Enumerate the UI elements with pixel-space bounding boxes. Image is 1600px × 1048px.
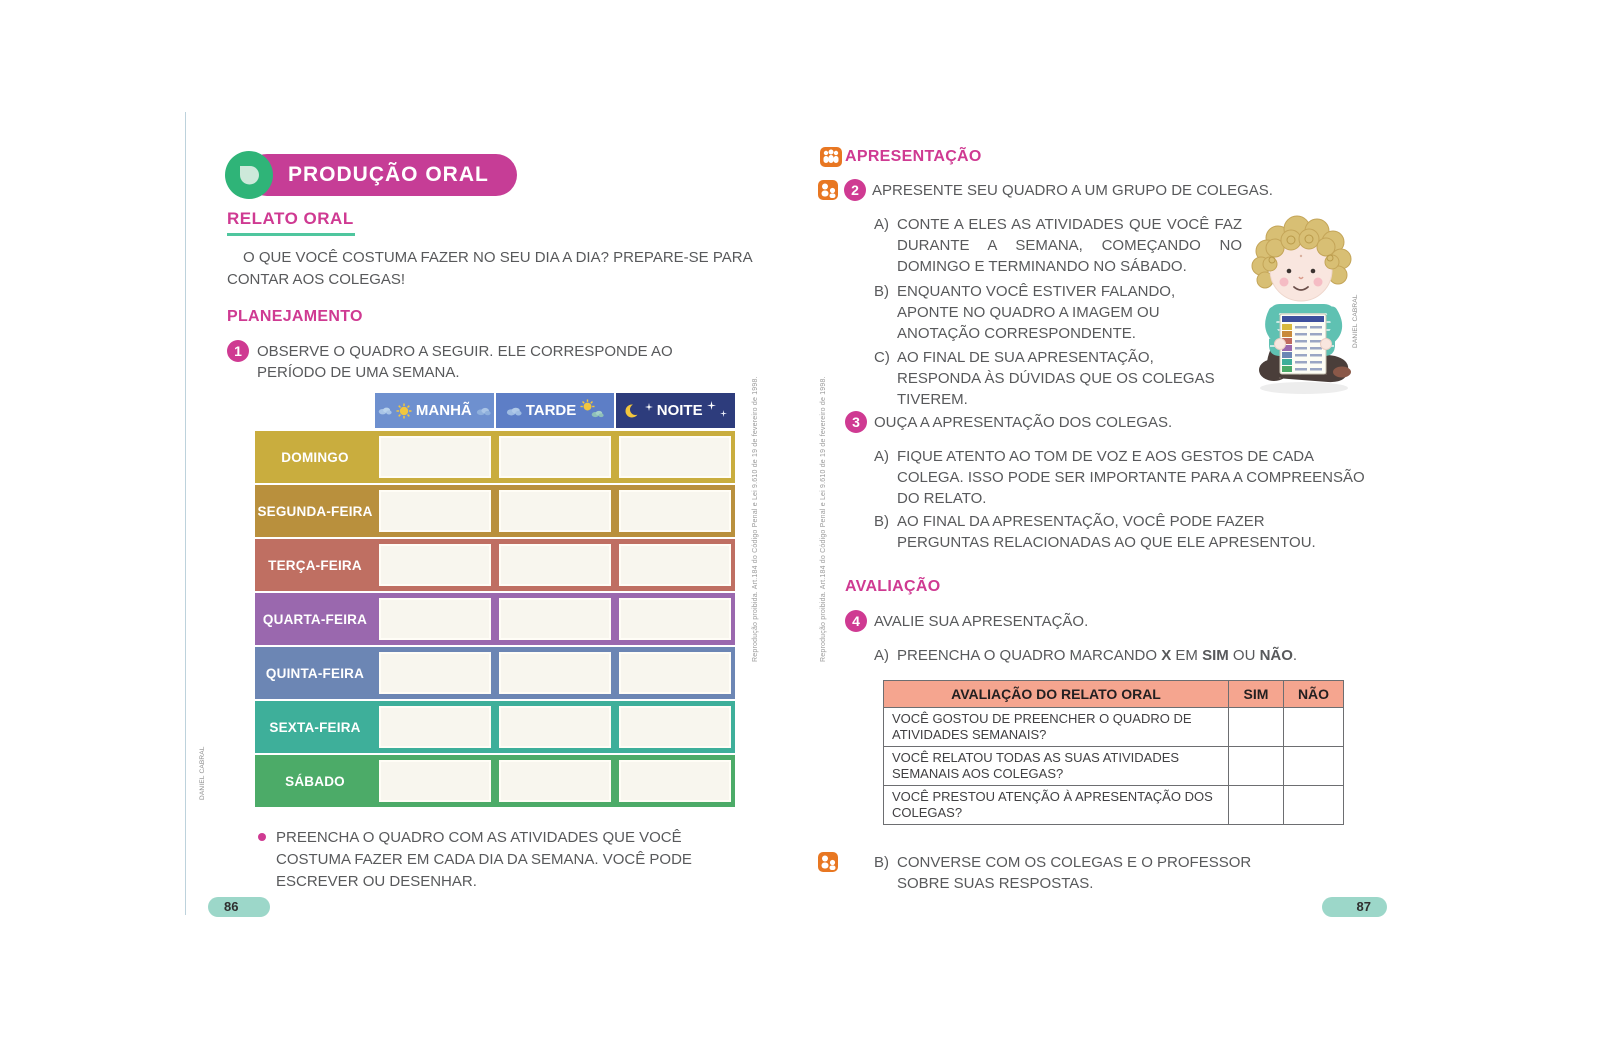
eval-header-question: AVALIAÇÃO DO RELATO ORAL (884, 681, 1229, 708)
eval-question: VOCÊ GOSTOU DE PREENCHER O QUADRO DE ATIVIDADES SEMANAIS? (884, 708, 1229, 747)
period-header-manha (375, 393, 496, 428)
sim-cell (1229, 708, 1284, 747)
item-2b-label: B) (874, 283, 889, 300)
title-underline (227, 233, 355, 236)
bullet-text: PREENCHA O QUADRO COM AS ATIVIDADES QUE VOCÊ COSTUMA FAZER EM CADA DIA DA SEMANA. VOCÊ PODE ESCREVER OU DESENHAR. (276, 829, 692, 890)
item-2c-label: C) (874, 349, 890, 366)
item-4a-bold-x: X (1161, 647, 1172, 664)
activity-cell (499, 544, 611, 586)
item-4 (845, 610, 1088, 632)
item-b-bottom (874, 852, 1282, 894)
eval-row (884, 747, 1344, 786)
activity-cell (379, 490, 491, 532)
item-4-text: AVALIE SUA APRESENTAÇÃO. (874, 613, 1089, 630)
activity-cell (379, 706, 491, 748)
eval-row (884, 708, 1344, 747)
week-row-domingo (255, 431, 735, 483)
pair-work-icon (818, 852, 838, 872)
item-1-number: 1 (227, 340, 249, 362)
period-header-tarde (496, 393, 617, 428)
period-label: TARDE (525, 402, 577, 419)
legal-side-note: Reprodução proibida. Art.184 do Código Penal e Lei 9.610 de 19 de fevereiro de 1998. (820, 376, 827, 662)
activity-cell (499, 652, 611, 694)
activity-cell (619, 760, 731, 802)
item-2 (818, 179, 1273, 201)
planning-heading: PLANEJAMENTO (227, 308, 363, 325)
day-label: SEGUNDA-FEIRA (257, 503, 373, 519)
activity-cell (379, 598, 491, 640)
item-4a-part: OU (1228, 647, 1260, 664)
illustrator-credit: DANIEL CABRAL (1352, 294, 1359, 348)
cloud-icon (378, 406, 392, 415)
activity-cell (619, 598, 731, 640)
activity-cell (499, 760, 611, 802)
page-trim-line (185, 112, 186, 915)
cloud-icon (506, 406, 522, 416)
activity-cell (379, 436, 491, 478)
item-1-text: OBSERVE O QUADRO A SEGUIR. ELE CORRESPONDE AO PERÍODO DE UMA SEMANA. (257, 343, 673, 381)
star-icon (720, 410, 727, 417)
star-icon (645, 403, 653, 411)
activity-cell (379, 544, 491, 586)
item-2b-text: ENQUANTO VOCÊ ESTIVER FALANDO, APONTE NO QUADRO A IMAGEM OU ANOTAÇÃO CORRESPONDENTE. (897, 283, 1176, 342)
item-4a (874, 645, 1354, 666)
item-2c-text: AO FINAL DE SUA APRESENTAÇÃO, RESPONDA ÀS DÚVIDAS QUE OS COLEGAS TIVEREM. (897, 349, 1215, 408)
activity-cell (499, 490, 611, 532)
legal-side-note: Reprodução proibida. Art.184 do Código Penal e Lei 9.610 de 19 de fevereiro de 1998. (752, 376, 759, 662)
cloud-icon (591, 409, 604, 418)
nao-cell (1284, 708, 1344, 747)
week-row-segunda (255, 485, 735, 537)
activity-cell (619, 490, 731, 532)
week-row-sexta (255, 701, 735, 753)
item-4a-bold-sim: SIM (1202, 647, 1229, 664)
producao-oral-badge (224, 150, 524, 200)
evaluation-heading: AVALIAÇÃO (845, 578, 941, 595)
eval-question: VOCÊ PRESTOU ATENÇÃO À APRESENTAÇÃO DOS COLEGAS? (884, 786, 1229, 825)
day-label: QUINTA-FEIRA (265, 665, 365, 681)
item-3b (874, 511, 1346, 553)
leaf-drop-icon (224, 150, 274, 200)
item-2a (874, 214, 1242, 277)
evaluation-table (883, 680, 1344, 825)
week-row-terca (255, 539, 735, 591)
page-left (0, 0, 790, 1048)
presentation-heading: APRESENTAÇÃO (845, 148, 982, 165)
item-3b-text: AO FINAL DA APRESENTAÇÃO, VOCÊ PODE FAZER PERGUNTAS RELACIONADAS AO QUE ELE APRESENTOU. (897, 513, 1316, 551)
week-row-sabado (255, 755, 735, 807)
day-label: QUARTA-FEIRA (262, 611, 368, 627)
item-4a-part: PREENCHA O QUADRO MARCANDO (897, 647, 1162, 664)
cloud-icon (476, 406, 491, 416)
week-table-header (375, 393, 735, 428)
evaluation-table-header-row (884, 681, 1344, 708)
badge-label: PRODUÇÃO ORAL (246, 154, 517, 196)
item-3-number: 3 (845, 411, 867, 433)
intro-paragraph: O QUE VOCÊ COSTUMA FAZER NO SEU DIA A DIA? PREPARE-SE PARA CONTAR AOS COLEGAS! (227, 249, 752, 288)
item-3a-text: FIQUE ATENTO AO TOM DE VOZ E AOS GESTOS DE CADA COLEGA. ISSO PODE SER IMPORTANTE PARA A COMPREENSÃO DO RELATO. (897, 448, 1365, 507)
item-1 (227, 340, 732, 383)
item-3a (874, 446, 1366, 509)
item-4a-text (897, 645, 1354, 666)
eval-question: VOCÊ RELATOU TODAS AS SUAS ATIVIDADES SEMANAIS AOS COLEGAS? (884, 747, 1229, 786)
child-illustration (1242, 198, 1362, 403)
pair-work-icon (818, 180, 838, 200)
bullet-dot-icon (258, 833, 266, 841)
activity-cell (499, 436, 611, 478)
activity-cell (499, 598, 611, 640)
item-b-bottom-text: CONVERSE COM OS COLEGAS E O PROFESSOR SOBRE SUAS RESPOSTAS. (897, 854, 1252, 892)
period-label: NOITE (656, 402, 703, 419)
week-row-quarta (255, 593, 735, 645)
sim-cell (1229, 747, 1284, 786)
star-icon (707, 401, 716, 410)
activity-cell (379, 760, 491, 802)
activity-cell (619, 652, 731, 694)
nao-cell (1284, 747, 1344, 786)
item-3 (845, 411, 1172, 433)
item-2-text: APRESENTE SEU QUADRO A UM GRUPO DE COLEGAS. (872, 182, 1273, 199)
day-label: TERÇA-FEIRA (268, 557, 362, 573)
activity-cell (379, 652, 491, 694)
activity-cell (619, 544, 731, 586)
item-3b-label: B) (874, 513, 889, 530)
sim-cell (1229, 786, 1284, 825)
activity-cell (619, 436, 731, 478)
item-2a-text: CONTE A ELES AS ATIVIDADES QUE VOCÊ FAZ DURANTE A SEMANA, COMEÇANDO NO DOMINGO E TERMINANDO NO SÁBADO. (897, 216, 1242, 275)
day-label: SEXTA-FEIRA (269, 719, 361, 735)
moon-icon (625, 403, 641, 419)
period-label: MANHÃ (415, 402, 472, 419)
illustrator-credit: DANIEL CABRAL (199, 746, 206, 800)
item-4a-part: EM (1171, 647, 1203, 664)
item-3-text: OUÇA A APRESENTAÇÃO DOS COLEGAS. (874, 414, 1173, 431)
period-header-noite (616, 393, 735, 428)
day-label: DOMINGO (281, 449, 349, 465)
item-2c (874, 347, 1236, 410)
item-4a-bold-nao: NÃO (1259, 647, 1293, 664)
item-2b (874, 281, 1226, 344)
item-4a-label: A) (874, 647, 889, 664)
activity-cell (499, 706, 611, 748)
group-icon (820, 147, 842, 167)
item-2a-label: A) (874, 216, 889, 233)
nao-cell (1284, 786, 1344, 825)
section-title: RELATO ORAL (227, 209, 354, 228)
eval-row (884, 786, 1344, 825)
page-number-86: 86 (208, 897, 270, 917)
item-2-number: 2 (844, 179, 866, 201)
item-3a-label: A) (874, 448, 889, 465)
bullet-instruction (258, 827, 708, 893)
activity-cell (619, 706, 731, 748)
item-4a-part: . (1292, 647, 1298, 664)
week-table (255, 393, 735, 809)
sun-icon (396, 403, 412, 419)
day-label: SÁBADO (285, 773, 345, 789)
presentation-heading-row (820, 147, 982, 167)
page-right (790, 0, 1600, 1048)
week-row-quinta (255, 647, 735, 699)
item-b-bottom-label: B) (874, 854, 889, 871)
page-number-87: 87 (1322, 897, 1387, 917)
eval-header-sim: SIM (1229, 681, 1284, 708)
item-4-number: 4 (845, 610, 867, 632)
eval-header-nao: NÃO (1284, 681, 1344, 708)
